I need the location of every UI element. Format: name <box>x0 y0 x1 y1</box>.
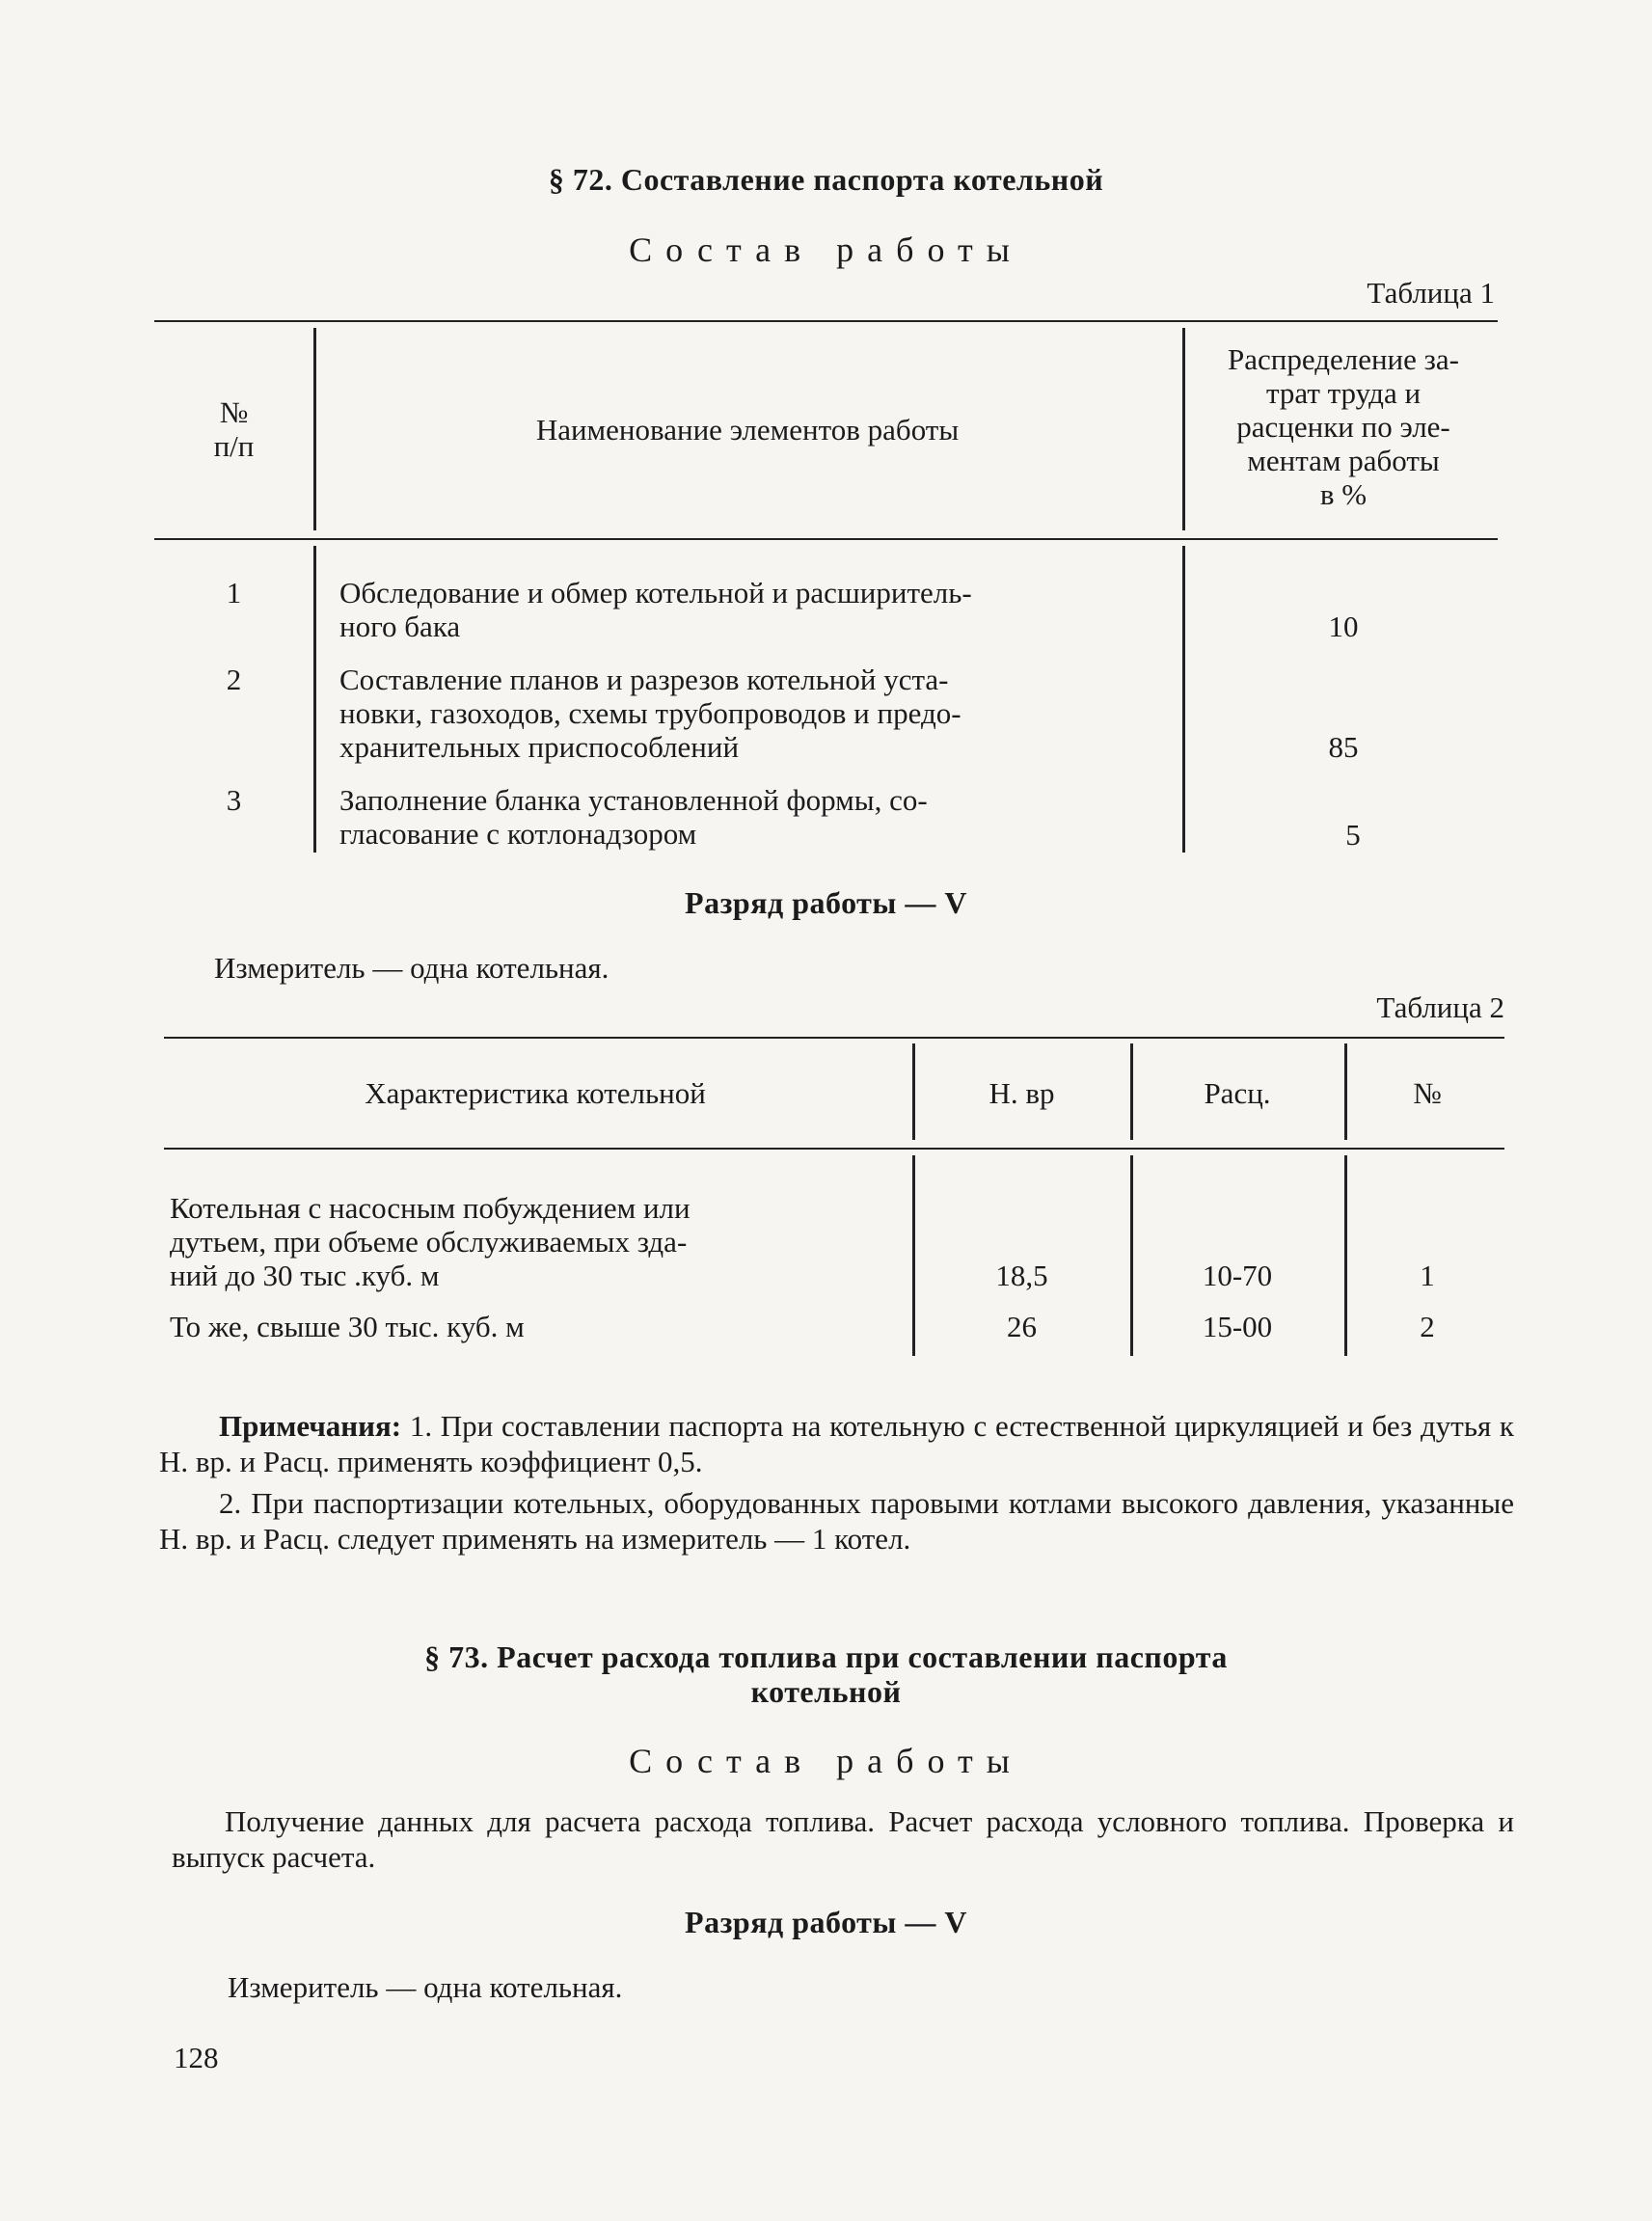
table-2-row-1-num: 1 <box>1420 1259 1435 1292</box>
table-2-top-rule <box>164 1037 1504 1039</box>
table-1-body-divider-1 <box>313 546 316 853</box>
table-2-row-1-rasc: 10-70 <box>1202 1259 1273 1292</box>
table-2-header-rule <box>164 1148 1504 1150</box>
section-73-meter: Измеритель — одна котельная. <box>228 1970 623 2004</box>
table-2-header-divider-3 <box>1344 1043 1347 1140</box>
row-1-name-line: ного бака <box>339 609 461 643</box>
note-2: 2. При паспортизации котельных, оборудованных паровыми котлами высокого давления, указанные Н. вр. и Расц. следует применять на измеритель — 1 котел. <box>159 1486 1514 1556</box>
header-dist-line: ментам работы <box>1247 444 1440 477</box>
table-1-header-divider-1 <box>313 328 316 530</box>
header-dist-line: расценки по эле- <box>1236 410 1450 444</box>
table-1-header-distribution <box>1189 342 1498 511</box>
header-num-line: п/п <box>213 429 255 463</box>
table-1-header-rule <box>154 538 1498 540</box>
table-2-body-divider-1 <box>912 1155 915 1356</box>
table-1-row-2-name <box>339 663 1164 764</box>
table-1-body-divider-2 <box>1182 546 1185 853</box>
row-1-char-line: ний до 30 тыс .куб. м <box>170 1259 440 1292</box>
table-2-row-2-num: 2 <box>1420 1310 1435 1343</box>
header-dist-line: в % <box>1319 477 1368 511</box>
table-2-header-rasc: Расц. <box>1204 1076 1271 1110</box>
table-2-body-divider-2 <box>1130 1155 1133 1356</box>
table-2-row-2-nvr: 26 <box>1007 1310 1037 1343</box>
section-72-title: § 72. Составление паспорта котельной <box>548 162 1104 197</box>
row-1-char-line: дутьем, при объеме обслуживаемых зда- <box>170 1225 688 1259</box>
section-73-composition-text: Получение данных для расчета расхода топлива. Расчет расхода условного топлива. Проверка и выпуск расчета. <box>172 1804 1514 1874</box>
section-72-composition-label: Состав работы <box>629 230 1023 269</box>
table-2-label: Таблица 2 <box>1376 990 1504 1024</box>
table-1-top-rule <box>154 320 1498 322</box>
header-num-line: № <box>219 395 249 429</box>
section-73-grade: Разряд работы — V <box>685 1905 967 1939</box>
table-2-header-num: № <box>1413 1076 1442 1110</box>
notes-paragraph-1 <box>159 1408 1514 1479</box>
table-2-row-1-nvr: 18,5 <box>995 1259 1048 1292</box>
note-1-text: 1. При составлении паспорта на котельную с естественной циркуляцией и без дутья к Н. вр. и Расц. применять коэффициент 0,5. <box>159 1409 1514 1478</box>
table-1-label: Таблица 1 <box>1367 276 1495 310</box>
header-dist-line: Распределение за- <box>1228 342 1459 376</box>
table-1-row-1-value: 10 <box>1328 609 1359 643</box>
table-2-header-characteristic: Характеристика котельной <box>365 1076 706 1110</box>
section-73-title <box>0 1639 1652 1709</box>
table-1-row-1-name <box>339 576 1164 643</box>
section-73-title-line-2: котельной <box>750 1674 902 1709</box>
table-2-header-divider-2 <box>1130 1043 1133 1140</box>
table-2-header-nvr: Н. вр <box>988 1076 1055 1110</box>
table-2-body-divider-3 <box>1344 1155 1347 1356</box>
table-1-row-1-num: 1 <box>226 576 242 609</box>
table-2-row-1-characteristic <box>170 1191 856 1292</box>
row-2-name-line: Составление планов и разрезов котельной уста- <box>339 663 949 696</box>
table-1-row-2-value: 85 <box>1328 730 1359 764</box>
row-1-name-line: Обследование и обмер котельной и расширитель- <box>339 576 972 609</box>
notes-label: Примечания: <box>219 1409 402 1443</box>
section-73-title-line-1: § 73. Расчет расхода топлива при составлении паспорта <box>424 1639 1228 1674</box>
row-2-name-line: новки, газоходов, схемы трубопроводов и предо- <box>339 696 961 730</box>
table-1-row-3-name <box>339 783 1164 851</box>
table-1-row-3-value: 5 <box>1345 818 1361 852</box>
table-2-row-2-rasc: 15-00 <box>1202 1310 1273 1343</box>
table-2-row-2-characteristic: То же, свыше 30 тыс. куб. м <box>170 1310 525 1343</box>
section-73-composition-label: Состав работы <box>629 1742 1023 1780</box>
row-1-char-line: Котельная с насосным побуждением или <box>170 1191 691 1225</box>
row-3-name-line: гласование с котлонадзором <box>339 817 697 851</box>
row-2-name-line: хранительных приспособлений <box>339 730 740 764</box>
table-1-header-num <box>159 395 309 463</box>
table-2-header-divider-1 <box>912 1043 915 1140</box>
table-1-row-3-num: 3 <box>226 783 242 817</box>
table-1-header-divider-2 <box>1182 328 1185 530</box>
row-3-name-line: Заполнение бланка установленной формы, со- <box>339 783 928 817</box>
section-72-meter: Измеритель — одна котельная. <box>214 951 609 985</box>
table-1-row-2-num: 2 <box>226 663 242 696</box>
table-1-header-name: Наименование элементов работы <box>535 413 960 447</box>
section-72-grade: Разряд работы — V <box>685 885 967 920</box>
page-number: 128 <box>174 2041 219 2074</box>
header-dist-line: трат труда и <box>1265 376 1422 410</box>
